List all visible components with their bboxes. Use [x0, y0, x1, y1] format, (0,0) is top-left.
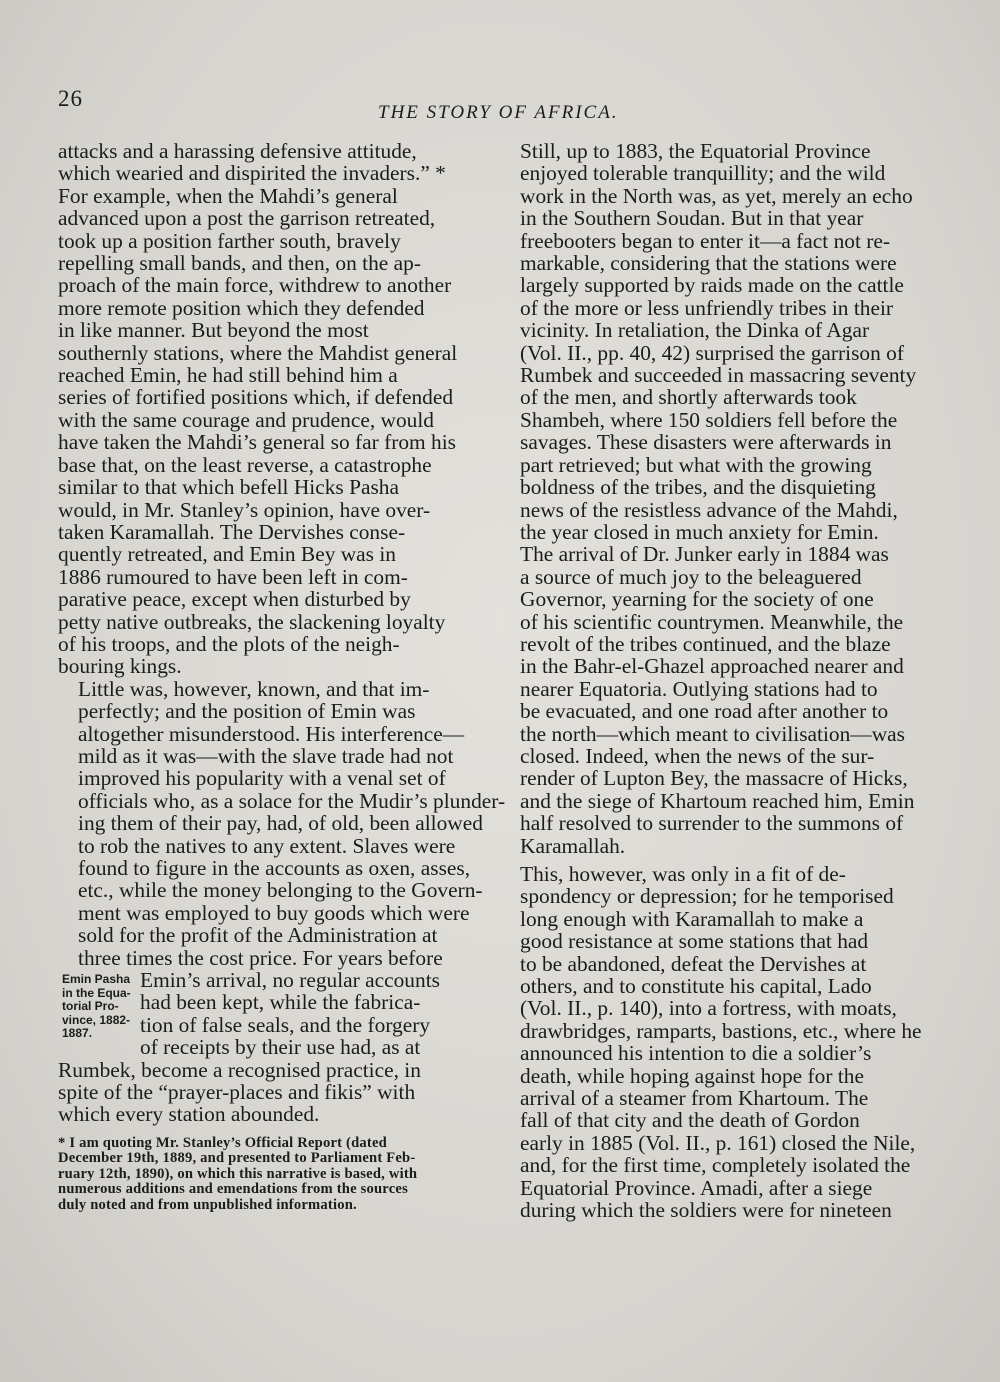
text-line: took up a position farther south, bravely: [58, 228, 401, 253]
footnote-line: duly noted and from unpublished information.: [58, 1196, 357, 1213]
text-line: to be abandoned, defeat the Dervishes at: [520, 951, 867, 976]
text-line: have taken the Mahdi’s general so far from his: [58, 430, 456, 455]
footnote-line: * I am quoting Mr. Stanley’s Official Report (dated: [58, 1134, 387, 1151]
footnote-line: numerous additions and emendations from the sources: [58, 1181, 408, 1198]
text-line: Emin’s arrival, no regular accounts: [140, 968, 440, 993]
text-line: would, in Mr. Stanley’s opinion, have over-: [58, 497, 431, 522]
text-line: (Vol. II., pp. 40, 42) surprised the garrison of: [520, 340, 904, 365]
text-line: spite of the “prayer-places and fikis” with: [58, 1080, 416, 1105]
paragraph-continuation: [58, 1059, 490, 1126]
footnote-line: December 19th, 1889, and presented to Parliament Feb-: [58, 1150, 416, 1167]
text-line: more remote position which they defended: [58, 295, 425, 320]
text-line: markable, considering that the stations were: [520, 251, 897, 276]
text-line: reached Emin, he had still behind him a: [58, 363, 398, 388]
text-line: fall of that city and the death of Gordon: [520, 1108, 860, 1133]
text-line: Equatorial Province. Amadi, after a siege: [520, 1175, 873, 1200]
text-line: perfectly; and the position of Emin was: [78, 699, 416, 724]
paragraph: [500, 863, 940, 1222]
text-line: Rumbek and succeeded in massacring seventy: [520, 363, 917, 388]
text-line: good resistance at some stations that had: [520, 929, 869, 954]
text-line: petty native outbreaks, the slackening loyalty: [58, 609, 446, 634]
text-line: part retrieved; but what with the growing: [520, 452, 872, 477]
text-line: 1886 rumoured to have been left in com-: [58, 564, 408, 589]
text-line: and, for the first time, completely isolated the: [520, 1153, 911, 1178]
text-line: For example, when the Mahdi’s general: [58, 183, 398, 208]
text-line: similar to that which befell Hicks Pasha: [58, 475, 399, 500]
text-line: quently retreated, and Emin Bey was in: [58, 542, 396, 567]
text-line: southernly stations, where the Mahdist general: [58, 340, 458, 365]
text-line: etc., while the money belonging to the Govern-: [78, 878, 483, 903]
text-line: repelling small bands, and then, on the ap-: [58, 251, 421, 276]
text-line: attacks and a harassing defensive attitude,: [58, 139, 417, 163]
text-line: Still, up to 1883, the Equatorial Province: [520, 139, 871, 163]
text-line: savages. These disasters were afterwards in: [520, 430, 892, 455]
text-line: half resolved to surrender to the summons of: [520, 811, 904, 836]
page-number: 26: [58, 86, 83, 111]
footnote: [58, 1136, 490, 1213]
sidenote-block: [58, 969, 490, 1059]
text-line: freebooters began to enter it—a fact not re-: [520, 228, 891, 253]
text-line: of receipts by their use had, as at: [140, 1035, 421, 1060]
paragraph: [500, 140, 940, 857]
text-line: Rumbek, become a recognised practice, in: [58, 1057, 421, 1082]
text-line: in the Bahr-el-Ghazel approached nearer and: [520, 654, 904, 679]
text-line: three times the cost price. For years before: [78, 945, 443, 970]
text-line: of his troops, and the plots of the neigh-: [58, 631, 400, 656]
text-line: Governor, yearning for the society of one: [520, 587, 874, 612]
text-line: spondency or depression; for he temporised: [520, 884, 894, 909]
text-line: Shambeh, where 150 soldiers fell before the: [520, 407, 898, 432]
text-line: to rob the natives to any extent. Slaves were: [78, 833, 456, 858]
text-line: which wearied and dispirited the invaders.” *: [58, 161, 446, 186]
text-line: This, however, was only in a fit of de-: [520, 862, 846, 886]
text-line: and the siege of Khartoum reached him, Emin: [520, 788, 915, 813]
text-line: ment was employed to buy goods which were: [78, 900, 470, 925]
text-line: sold for the profit of the Administration at: [78, 923, 438, 948]
paragraph: [58, 676, 506, 970]
text-line: found to figure in the accounts as oxen, asses,: [78, 856, 471, 880]
text-line: proach of the main force, withdrew to another: [58, 273, 452, 298]
text-line: base that, on the least reverse, a catastrophe: [58, 452, 432, 477]
text-line: vicinity. In retaliation, the Dinka of Agar: [520, 318, 870, 343]
text-line: arrival of a steamer from Khartoum. The: [520, 1086, 869, 1111]
sidenote-line: vince, 1882-: [62, 1012, 131, 1027]
text-line: officials who, as a solace for the Mudir’s plunder-: [78, 788, 506, 813]
text-line: news of the resistless advance of the Mahdi,: [520, 497, 898, 522]
text-line: announced his intention to die a soldier’s: [520, 1041, 872, 1066]
sidenote-line: in the Equa-: [62, 985, 131, 1000]
text-line: advanced upon a post the garrison retreated,: [58, 206, 436, 231]
text-line: ing them of their pay, had, of old, been allowed: [78, 811, 483, 836]
text-line: enjoyed tolerable tranquillity; and the wild: [520, 161, 886, 186]
text-line: closed. Indeed, when the news of the sur-: [520, 743, 875, 768]
text-line: parative peace, except when disturbed by: [58, 587, 411, 612]
text-line: with the same courage and prudence, would: [58, 407, 434, 432]
text-line: mild as it was—with the slave trade had not: [78, 743, 454, 768]
text-line: long enough with Karamallah to make a: [520, 906, 864, 931]
text-line: nearer Equatoria. Outlying stations had to: [520, 676, 878, 701]
text-line: which every station abounded.: [58, 1102, 320, 1127]
text-line: in like manner. But beyond the most: [58, 318, 369, 343]
text-line: had been kept, while the fabrica-: [140, 990, 421, 1015]
text-line: The arrival of Dr. Junker early in 1884 was: [520, 542, 889, 567]
text-line: (Vol. II., p. 140), into a fortress, with moats,: [520, 996, 897, 1021]
text-line: Karamallah.: [520, 833, 626, 858]
text-line: revolt of the tribes continued, and the blaze: [520, 631, 891, 656]
left-column: [58, 139, 506, 1213]
text-line: work in the North was, as yet, merely an echo: [520, 183, 913, 208]
sidenote-line: Emin Pasha: [62, 972, 131, 987]
sidenote-line: 1887.: [62, 1026, 93, 1041]
text-line: drawbridges, ramparts, bastions, etc., where he: [520, 1018, 922, 1043]
text-line: in the Southern Soudan. But in that year: [520, 206, 864, 231]
text-line: a source of much joy to the beleaguered: [520, 564, 862, 589]
text-line: death, while hoping against hope for the: [520, 1063, 864, 1088]
text-line: of the more or less unfriendly tribes in their: [520, 295, 894, 320]
text-line: the year closed in much anxiety for Emin.: [520, 519, 879, 544]
marginal-note: [62, 973, 144, 1041]
text-line: others, and to constitute his capital, Lado: [520, 974, 872, 999]
text-line: be evacuated, and one road after another to: [520, 699, 889, 724]
text-line: bouring kings.: [58, 654, 182, 679]
text-line: series of fortified positions which, if defended: [58, 385, 454, 410]
text-line: of his scientific countrymen. Meanwhile, the: [520, 609, 904, 634]
text-line: the north—which meant to civilisation—was: [520, 721, 905, 746]
right-column: [500, 140, 940, 1222]
text-line: altogether misunderstood. His interference—: [78, 721, 465, 746]
text-line: during which the soldiers were for nineteen: [520, 1198, 892, 1223]
text-line: early in 1885 (Vol. II., p. 161) closed the Nile,: [520, 1130, 916, 1155]
text-line: tion of false seals, and the forgery: [140, 1012, 431, 1037]
text-line: of the men, and shortly afterwards took: [520, 385, 857, 410]
sidenote-line: torial Pro-: [62, 999, 119, 1014]
text-line: largely supported by raids made on the cattle: [520, 273, 904, 298]
text-line: taken Karamallah. The Dervishes conse-: [58, 519, 406, 544]
text-line: Little was, however, known, and that im-: [78, 676, 430, 701]
footnote-line: ruary 12th, 1890), on which this narrative is based, with: [58, 1165, 418, 1182]
running-title: THE STORY OF AFRICA.: [378, 102, 619, 123]
text-line: render of Lupton Bey, the massacre of Hicks,: [520, 766, 908, 791]
text-line: improved his popularity with a venal set of: [78, 766, 446, 791]
text-line: boldness of the tribes, and the disquieting: [520, 475, 876, 500]
paragraph: [58, 140, 490, 678]
